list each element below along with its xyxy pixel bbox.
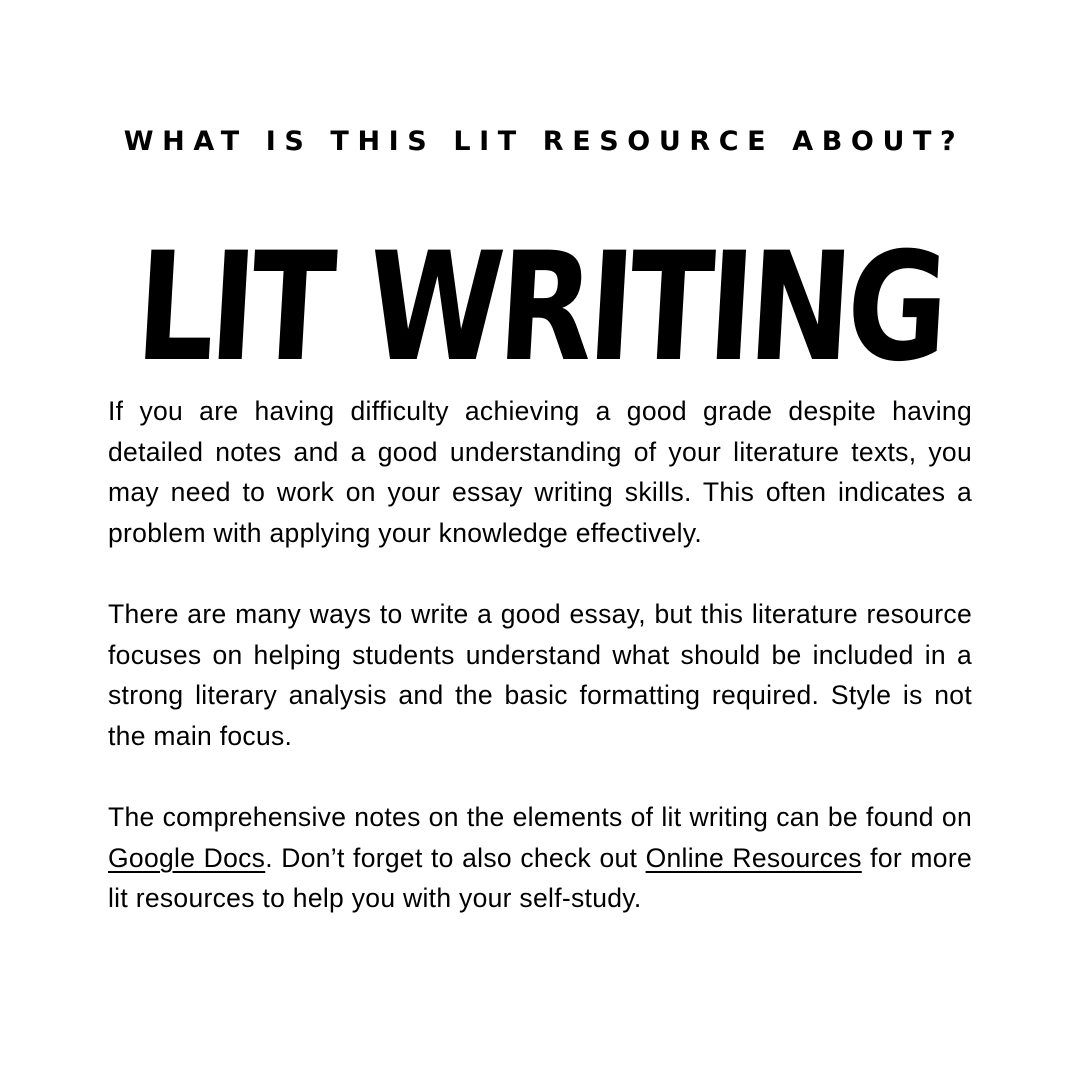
focus-paragraph: There are many ways to write a good essay, but this literature resource focuses on helping students understand what should be included in a strong literary analysis and the basic formatting required. Style is not the main focus.: [108, 599, 972, 751]
resources-paragraph: [108, 797, 972, 919]
resources-text-start: The comprehensive notes on the elements of lit writing can be found on: [108, 802, 972, 832]
online-resources-link[interactable]: Online Resources: [645, 842, 862, 873]
section-kicker-heading: WHAT IS THIS LIT RESOURCE ABOUT?: [123, 126, 965, 157]
resources-text-end: for more lit resources to help you with your self-study.: [108, 842, 972, 914]
page-title: LIT WRITING: [131, 221, 949, 395]
resources-text-middle: . Don’t forget to also check out: [265, 842, 646, 873]
google-docs-link[interactable]: Google Docs: [108, 842, 266, 873]
intro-paragraph: If you are having difficulty achieving a good grade despite having detailed notes and a good understanding of your literature texts, you may need to work on your essay writing skills. This often indicates a problem with applying your knowledge effectively.: [108, 396, 972, 548]
